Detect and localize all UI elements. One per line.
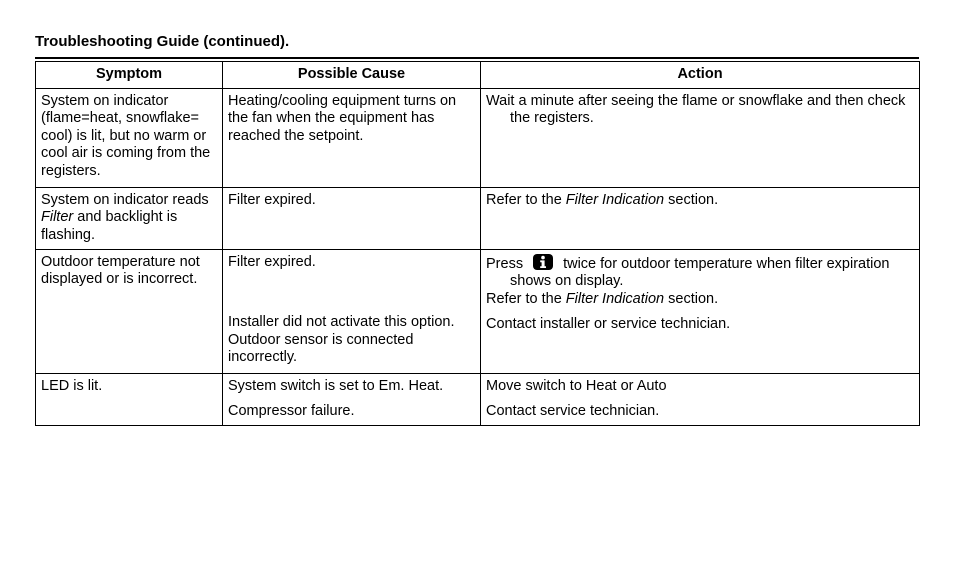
cause-cell xyxy=(223,249,481,373)
action-text xyxy=(486,291,914,309)
symptom-cell xyxy=(36,373,223,425)
troubleshooting-page xyxy=(35,32,919,426)
action-text-part: section. xyxy=(664,290,719,307)
info-icon xyxy=(533,254,553,270)
cause-text: Installer did not activate this option. Outdoor sensor is connected incorrectly. xyxy=(228,314,455,365)
cause-text: Filter expired. xyxy=(228,191,316,208)
action-text-part: twice for outdoor temperature when filter expiration shows on display. xyxy=(510,255,890,289)
table-row xyxy=(36,249,920,373)
table-row xyxy=(36,373,920,425)
symptom-text: LED is lit. xyxy=(41,377,103,394)
table-row xyxy=(36,187,920,249)
symptom-text: System on indicator (flame=heat, snowflake= cool) is lit, but no warm or cool air is coming from the registers. xyxy=(41,92,211,179)
symptom-cell xyxy=(36,249,223,373)
action-text: Move switch to Heat or Auto xyxy=(486,377,667,394)
symptom-cell xyxy=(36,187,223,249)
action-emphasis: Filter Indication xyxy=(565,191,665,208)
symptom-text-part: and backlight is flashing. xyxy=(41,209,178,243)
column-header-action: Action xyxy=(481,62,920,89)
column-header-possible-cause: Possible Cause xyxy=(223,62,481,89)
action-cell xyxy=(481,187,920,249)
action-emphasis: Filter Indication xyxy=(565,290,665,307)
action-cell xyxy=(481,373,920,425)
table-header-row xyxy=(36,62,920,89)
action-text-part: Press xyxy=(486,255,524,272)
cause-text: Filter expired. xyxy=(228,253,316,270)
table-row xyxy=(36,88,920,187)
cause-text: System switch is set to Em. Heat. xyxy=(228,377,444,394)
symptom-text-part: System on indicator reads xyxy=(41,191,209,208)
cause-cell xyxy=(223,187,481,249)
symptom-emphasis: Filter xyxy=(41,209,74,225)
page-title: Troubleshooting Guide (continued). xyxy=(35,33,290,50)
action-text: Contact installer or service technician. xyxy=(486,316,731,332)
action-text: Wait a minute after seeing the flame or snowflake and then check the registers. xyxy=(486,92,906,126)
action-text-part: Refer to the xyxy=(486,191,566,208)
cause-cell xyxy=(223,88,481,187)
action-text xyxy=(486,254,914,291)
title-divider xyxy=(35,57,919,59)
symptom-cell xyxy=(36,88,223,187)
symptom-text: Outdoor temperature not displayed or is incorrect. xyxy=(41,253,200,287)
action-text: Contact service technician. xyxy=(486,403,660,419)
action-cell xyxy=(481,249,920,373)
troubleshooting-table xyxy=(35,61,920,426)
action-text-part: Refer to the xyxy=(486,290,566,307)
action-text-part: section. xyxy=(664,191,719,208)
cause-text: Compressor failure. xyxy=(228,403,355,419)
column-header-symptom: Symptom xyxy=(36,62,223,89)
action-cell xyxy=(481,88,920,187)
cause-cell xyxy=(223,373,481,425)
cause-text: Heating/cooling equipment turns on the fan when the equipment has reached the setpoint. xyxy=(228,92,457,144)
